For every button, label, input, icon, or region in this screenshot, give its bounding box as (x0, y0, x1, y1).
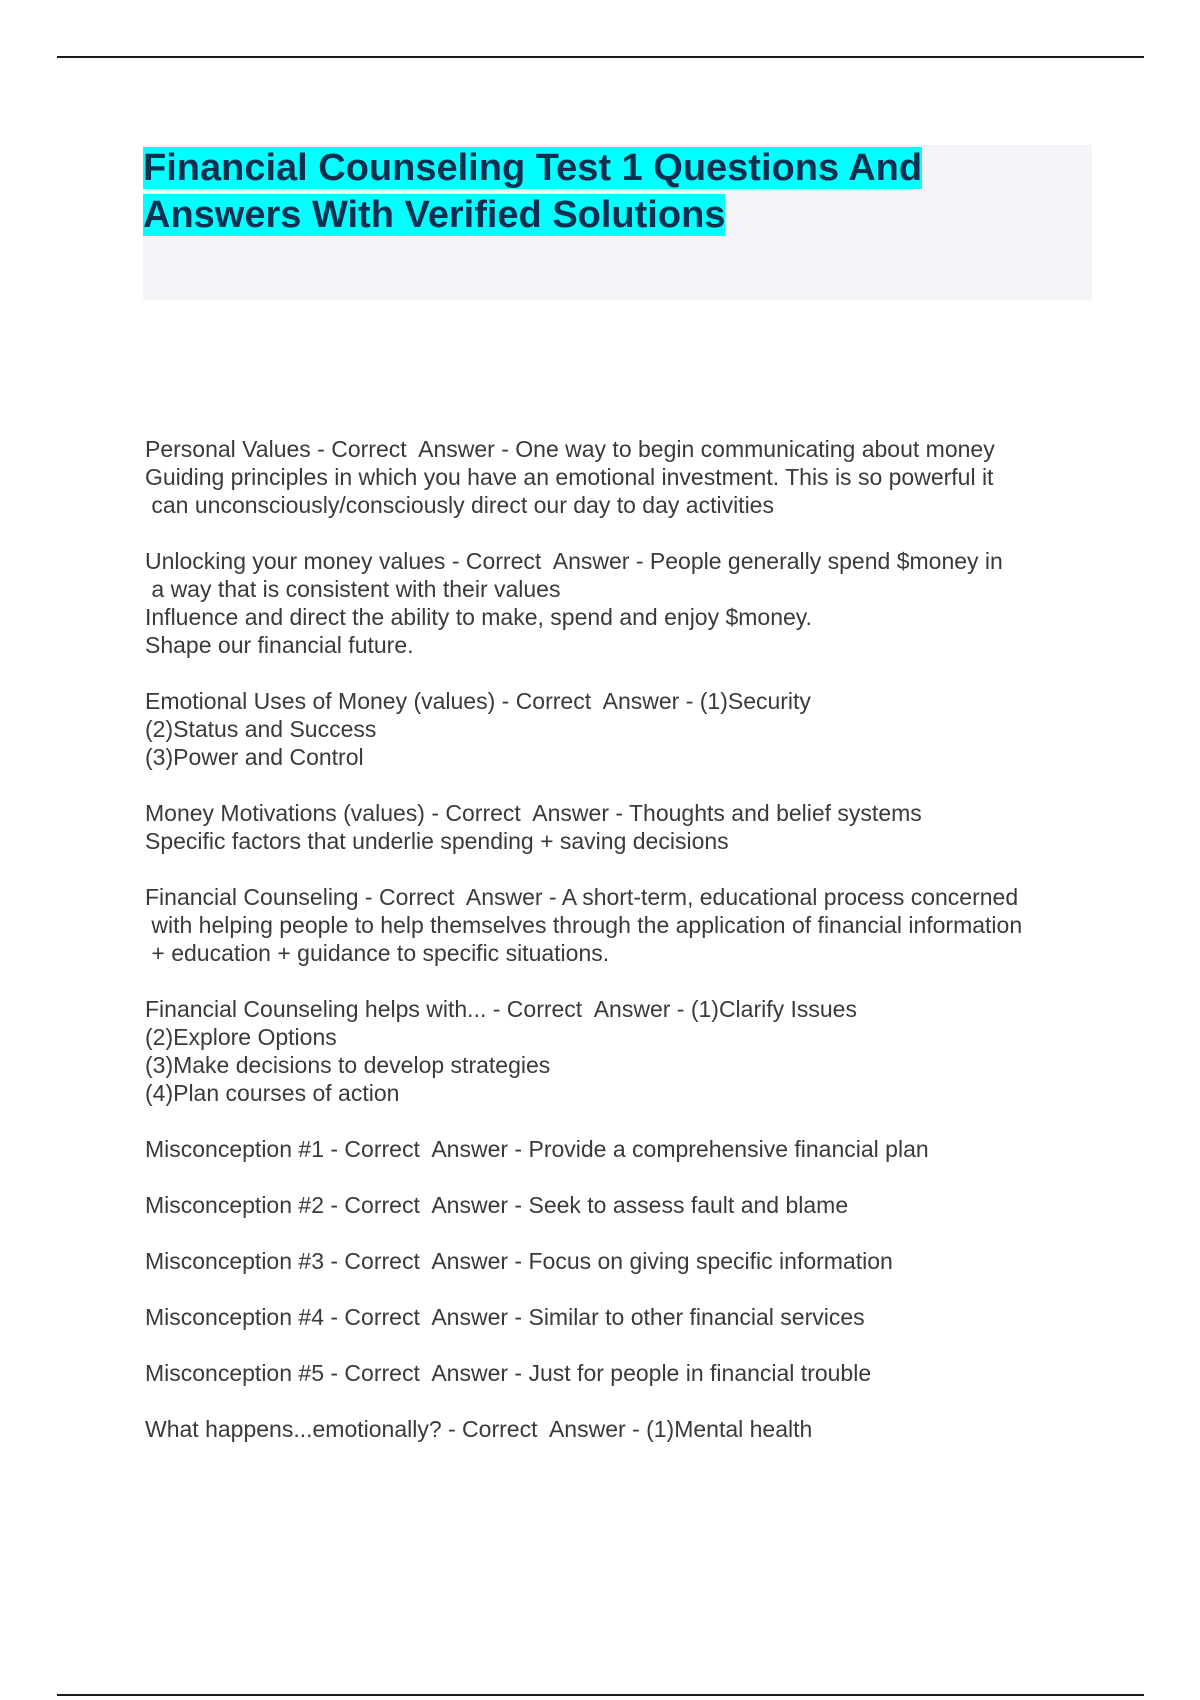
qa-line: What happens...emotionally? - Correct Answer - (1)Mental health (145, 1416, 813, 1442)
qa-line: Emotional Uses of Money (values) - Correct Answer - (1)Security (145, 688, 811, 714)
qa-line: (2)Status and Success (145, 716, 377, 742)
qa-entry (145, 995, 1090, 1107)
qa-line: Specific factors that underlie spending + saving decisions (145, 828, 729, 854)
qa-line: Influence and direct the ability to make, spend and enjoy $money. (145, 604, 812, 630)
qa-entry (145, 1135, 1090, 1163)
qa-entry (145, 1191, 1090, 1219)
qa-entry (145, 547, 1090, 659)
qa-line: Guiding principles in which you have an emotional investment. This is so powerful it (145, 464, 994, 490)
qa-line: Money Motivations (values) - Correct Answer - Thoughts and belief systems (145, 800, 922, 826)
qa-entry (145, 1303, 1090, 1331)
title-line-2: Answers With Verified Solutions (143, 194, 726, 236)
qa-line: Shape our financial future. (145, 632, 414, 658)
title-line-1: Financial Counseling Test 1 Questions And (143, 147, 923, 189)
qa-line: Misconception #5 - Correct Answer - Just for people in financial trouble (145, 1360, 872, 1386)
qa-line: Misconception #1 - Correct Answer - Provide a comprehensive financial plan (145, 1136, 929, 1162)
qa-entry (145, 1247, 1090, 1275)
qa-line: can unconsciously/consciously direct our day to day activities (145, 492, 774, 518)
qa-line: (2)Explore Options (145, 1024, 337, 1050)
bottom-rule (57, 1694, 1144, 1696)
qa-list (145, 435, 1090, 1471)
qa-line: Financial Counseling - Correct Answer - A short-term, educational process concerned (145, 884, 1019, 910)
qa-line: Misconception #4 - Correct Answer - Similar to other financial services (145, 1304, 865, 1330)
qa-line: + education + guidance to specific situations. (145, 940, 610, 966)
qa-entry (145, 435, 1090, 519)
top-rule (57, 56, 1144, 58)
qa-line: Misconception #2 - Correct Answer - Seek to assess fault and blame (145, 1192, 849, 1218)
qa-line: (3)Make decisions to develop strategies (145, 1052, 551, 1078)
qa-entry (145, 1415, 1090, 1443)
qa-line: a way that is consistent with their values (145, 576, 561, 602)
qa-line: with helping people to help themselves through the application of financial information (145, 912, 1023, 938)
document-title (143, 145, 1003, 239)
qa-entry (145, 687, 1090, 771)
title-block (143, 145, 1092, 300)
qa-line: Personal Values - Correct Answer - One way to begin communicating about money (145, 436, 995, 462)
qa-line: Financial Counseling helps with... - Correct Answer - (1)Clarify Issues (145, 996, 857, 1022)
qa-line: Misconception #3 - Correct Answer - Focus on giving specific information (145, 1248, 893, 1274)
qa-entry (145, 883, 1090, 967)
qa-entry (145, 799, 1090, 855)
qa-line: (4)Plan courses of action (145, 1080, 400, 1106)
qa-line: Unlocking your money values - Correct Answer - People generally spend $money in (145, 548, 1003, 574)
qa-entry (145, 1359, 1090, 1387)
qa-line: (3)Power and Control (145, 744, 364, 770)
